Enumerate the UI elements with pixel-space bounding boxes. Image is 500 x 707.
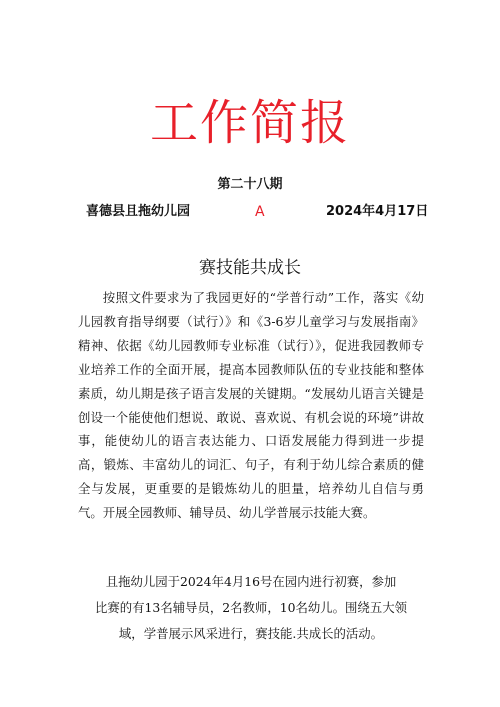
closing-line-3: 域，学普展示风采进行，赛技能.共成长的活动。 <box>118 626 384 641</box>
body-paragraph: 按照文件要求为了我园更好的“学普行动”工作，落实《幼儿园教育指导纲要（试行）》和《3-6岁儿童学习与发展指南》精神、依据《幼儿园教师专业标准（试行）》，促进我园教师专业培养工作的全面开展，提高本园教师队伍的专业技能和整体素质，幼儿期是孩子语言发展的关键期。“发展幼儿语言关键是创设一个能使他们想说、敢说、喜欢说、有机会说的环境”讲故事，能使幼儿的语言表达能力、口语发展能力得到进一步提高，锻炼、丰富幼儿的词汇、句子，有利于幼儿综合素质的健全与发展，更重要的是锻炼幼儿的胆量，培养幼儿自信与勇气。开展全园教师、辅导员、幼儿学普展示技能大赛。 <box>78 290 424 521</box>
bulletin-title: 工作简报 <box>149 95 350 151</box>
closing-line-1: 且拖幼儿园于2024年4月16号在园内进行初赛，参加 <box>105 574 397 589</box>
article-body <box>78 286 424 525</box>
red-mark: A <box>255 204 265 220</box>
issue-date: 2024年4月17日 <box>326 204 429 219</box>
organization-name: 喜德县且拖幼儿园 <box>86 204 191 219</box>
issue-number: 第二十八期 <box>217 177 283 192</box>
closing-line-2: 比赛的有13名辅导员，2名教师，10名幼儿。围绕五大领 <box>94 600 407 615</box>
article-heading: 赛技能共成长 <box>199 258 301 278</box>
closing-paragraph <box>78 569 424 647</box>
